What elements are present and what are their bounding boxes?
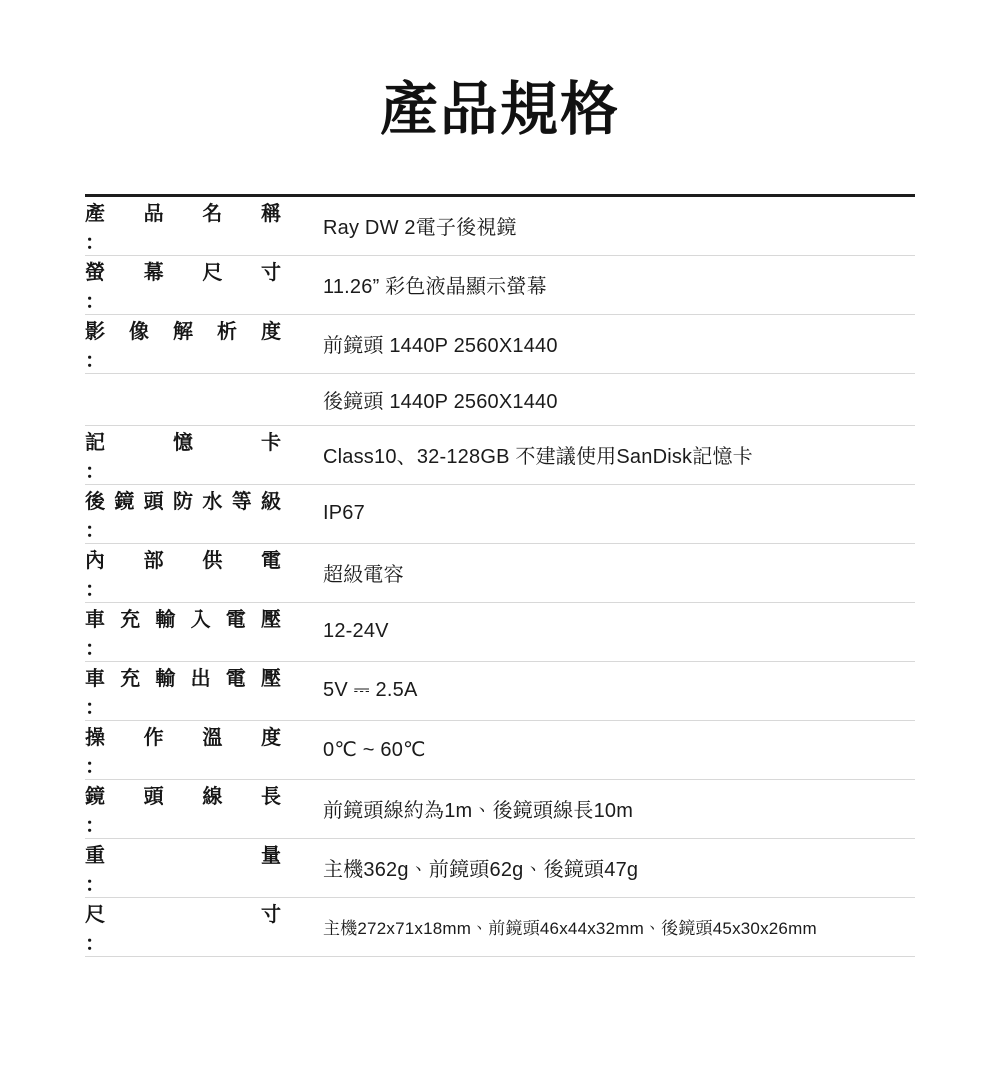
spec-label-text: 產 品 名 稱 xyxy=(85,202,281,225)
spec-label-colon: ： xyxy=(85,873,105,896)
spec-label-text: 車 充 輸 出 電 壓 xyxy=(85,667,281,690)
spec-label-text: 重 量 xyxy=(85,844,281,867)
spec-label-colon: ： xyxy=(85,696,105,719)
spec-value-cell: 主機362g、前鏡頭62g、後鏡頭47g xyxy=(323,859,639,882)
spec-label-colon: ： xyxy=(85,290,105,313)
spec-value-cell: Ray DW 2電子後視鏡 xyxy=(323,217,517,240)
table-row xyxy=(85,897,915,956)
spec-label-text: 鏡 頭 線 長 xyxy=(85,785,281,808)
page-title: 產品規格 xyxy=(379,77,620,142)
specification-table-body xyxy=(85,195,915,956)
specification-table xyxy=(85,194,915,957)
table-row xyxy=(85,661,915,720)
table-row xyxy=(85,543,915,602)
spec-label-cell xyxy=(85,543,303,602)
spec-label-cell xyxy=(85,897,303,956)
spec-label-colon: ： xyxy=(85,637,105,660)
table-row xyxy=(85,838,915,897)
spec-label-colon: ： xyxy=(85,932,105,955)
spec-value-cell: 前鏡頭線約為1m、後鏡頭線長10m xyxy=(323,800,634,823)
spec-label-colon: ： xyxy=(85,755,105,778)
spec-value-cell: 11.26” 彩色液晶顯示螢幕 xyxy=(323,276,547,299)
table-row xyxy=(85,720,915,779)
spec-label-cell xyxy=(85,602,303,661)
spec-value-cell: 12-24V xyxy=(323,620,389,643)
spec-label-colon: ： xyxy=(85,519,105,542)
spec-label-cell xyxy=(85,255,303,314)
table-row xyxy=(85,484,915,543)
spec-value-cell: 主機272x71x18mm、前鏡頭46x44x32mm、後鏡頭45x30x26mm xyxy=(323,919,817,939)
table-row xyxy=(85,602,915,661)
spec-label-cell xyxy=(85,373,303,425)
spec-sheet-page xyxy=(0,78,1000,1078)
spec-value-cell: 後鏡頭 1440P 2560X1440 xyxy=(323,390,558,413)
spec-label-colon: ： xyxy=(85,460,105,483)
spec-label-cell xyxy=(85,484,303,543)
table-row xyxy=(85,373,915,425)
spec-label-text: 螢 幕 尺 寸 xyxy=(85,261,281,284)
spec-label-cell xyxy=(85,838,303,897)
spec-label-cell xyxy=(85,425,303,484)
spec-value-cell: 超級電容 xyxy=(323,564,404,587)
spec-label-text: 記 憶 卡 xyxy=(85,431,281,454)
spec-label-cell xyxy=(85,661,303,720)
spec-label-text: 尺 寸 xyxy=(85,903,281,926)
spec-label-text: 內 部 供 電 xyxy=(85,549,281,572)
table-row xyxy=(85,314,915,373)
spec-label-cell xyxy=(85,314,303,373)
spec-value-cell: IP67 xyxy=(323,502,365,525)
spec-label-colon: ： xyxy=(85,578,105,601)
table-row xyxy=(85,255,915,314)
spec-label-colon: ： xyxy=(85,349,105,372)
spec-label-cell xyxy=(85,779,303,838)
spec-label-cell xyxy=(85,195,303,255)
spec-value-cell: Class10、32-128GB 不建議使用SanDisk記憶卡 xyxy=(323,446,753,469)
spec-label-text: 操 作 溫 度 xyxy=(85,726,281,749)
spec-label-colon: ： xyxy=(85,231,105,254)
table-row xyxy=(85,425,915,484)
spec-value-cell: 5V ⎓ 2.5A xyxy=(323,679,418,702)
spec-label-text: 後鏡頭防水等級 xyxy=(85,490,281,513)
table-row xyxy=(85,779,915,838)
spec-label-text: 車 充 輸 入 電 壓 xyxy=(85,608,281,631)
spec-value-cell: 前鏡頭 1440P 2560X1440 xyxy=(323,335,558,358)
spec-label-colon: ： xyxy=(85,814,105,837)
spec-value-cell: 0℃ ~ 60℃ xyxy=(323,739,426,762)
table-row xyxy=(85,195,915,255)
spec-label-text: 影 像 解 析 度 xyxy=(85,320,281,343)
spec-label-cell xyxy=(85,720,303,779)
